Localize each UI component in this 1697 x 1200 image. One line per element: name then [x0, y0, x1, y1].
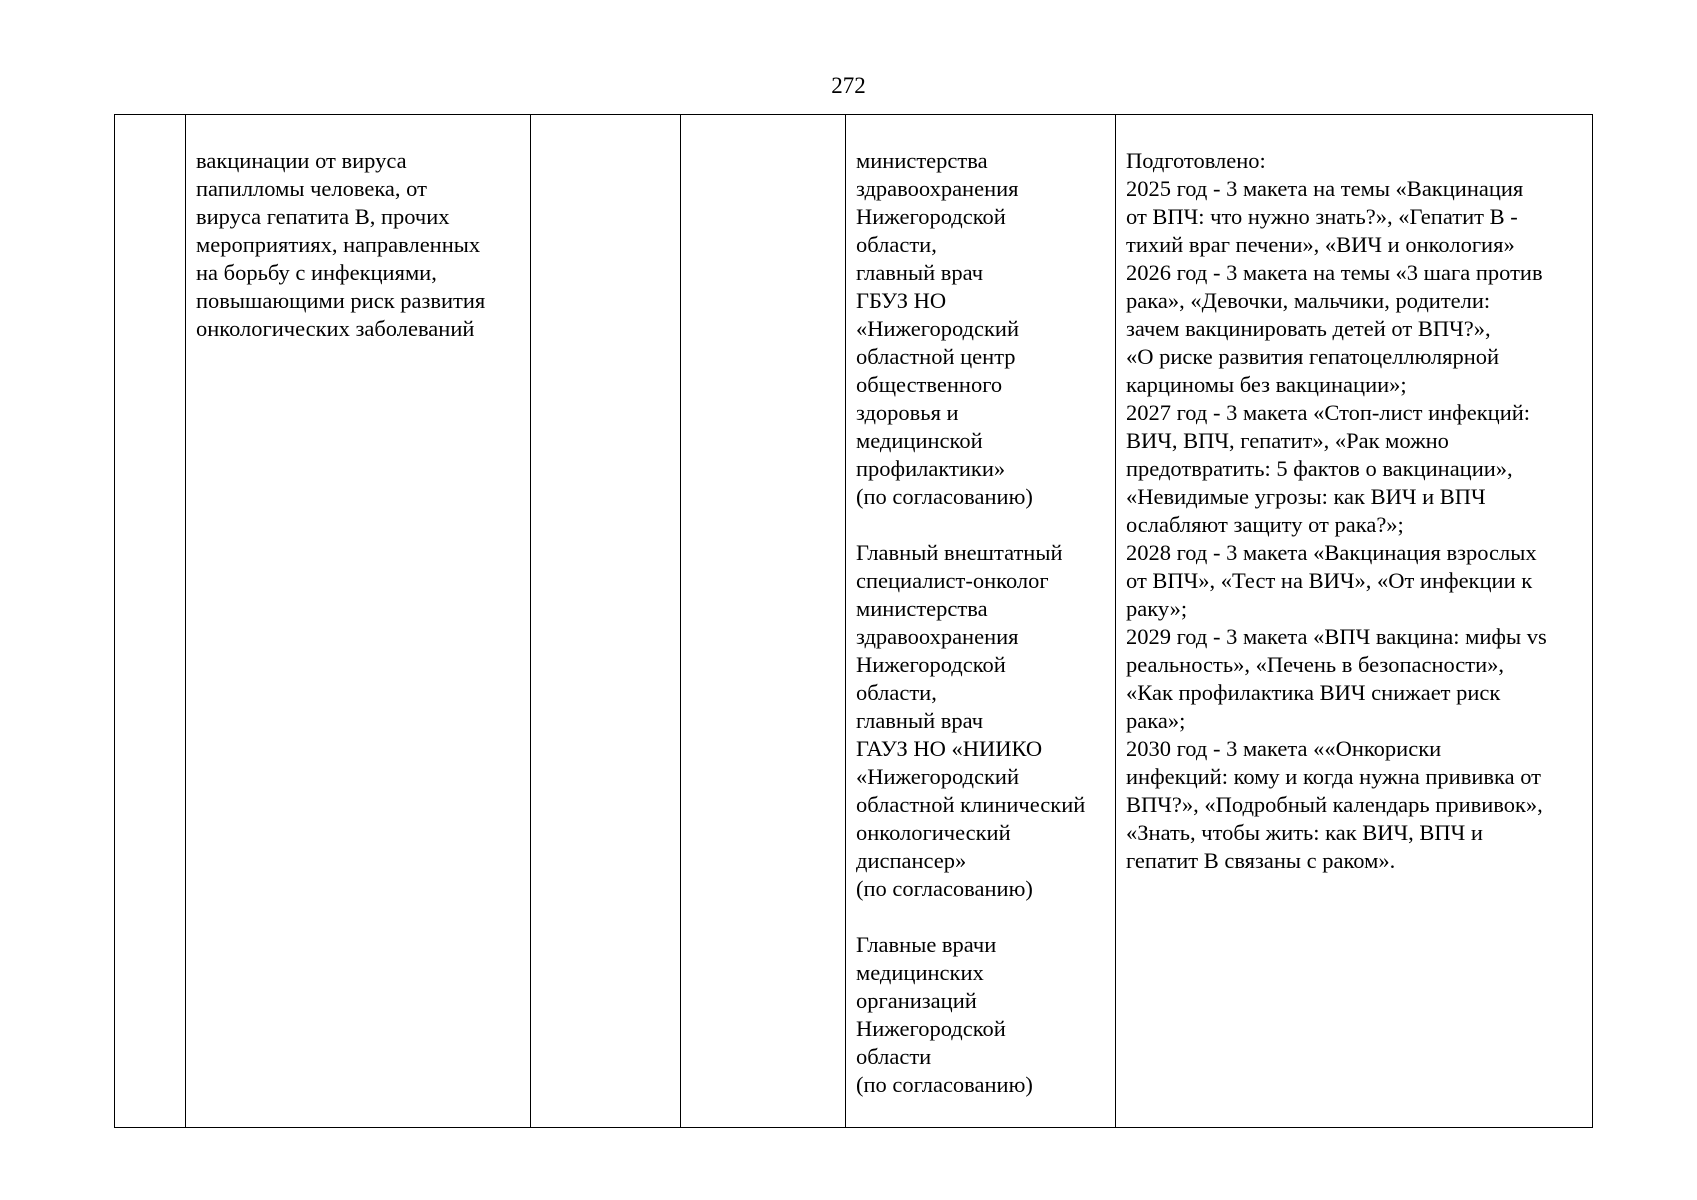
table-cell-responsible: [846, 115, 1116, 1128]
measures-table: [114, 114, 1593, 1128]
cell-text: вакцинации от вируса папилломы человека, от вируса гепатита В, прочих мероприятиях, направленных на борьбу с инфекциями, повышающими риск развития онкологических заболеваний: [196, 148, 486, 341]
table-cell-number: [115, 115, 186, 1128]
page-number: 272: [831, 73, 866, 98]
table-cell-measure: [186, 115, 531, 1128]
table-cell-empty-2: [681, 115, 846, 1128]
cell-text: Подготовлено: 2025 год - 3 макета на темы «Вакцинация от ВПЧ: что нужно знать?», «Гепатит В - тихий враг печени», «ВИЧ и онкология» 2026 год - 3 макета на темы «3 шага против рака», «Девочки, мальчики, родители: зачем вакцинировать детей от ВПЧ?», «О риске развития гепатоцеллюлярной карциномы без вакцинации»; 2027 год - 3 макета «Стоп-лист инфекций: ВИЧ, ВПЧ, гепатит», «Рак можно предотвратить: 5 фактов о вакцинации», «Невидимые угрозы: как ВИЧ и ВПЧ ослабляют защиту от рака?»; 2028 год - 3 макета «Вакцинация взрослых от ВПЧ», «Тест на ВИЧ», «От инфекции к раку»; 2029 год - 3 макета «ВПЧ вакцина: мифы vs реальность», «Печень в безопасности», «Как профилактика ВИЧ снижает риск рака»; 2030 год - 3 макета ««Онкориски инфекций: кому и когда нужна прививка от ВПЧ?», «Подробный календарь прививок», «Знать, чтобы жить: как ВИЧ, ВПЧ и гепатит В связаны с раком».: [1126, 148, 1547, 873]
table-cell-result: [1116, 115, 1593, 1128]
table-cell-empty-1: [531, 115, 681, 1128]
cell-text: министерства здравоохранения Нижегородской области, главный врач ГБУЗ НО «Нижегородский областной центр общественного здоровья и медицинской профилактики» (по согласованию) Главный внештатный специалист-онколог министерства здравоохранения Нижегородской области, главный врач ГАУЗ НО «НИИКО «Нижегородский областной клинический онкологический диспансер» (по согласованию) Главные врачи медицинских организаций Нижегородской области (по согласованию): [856, 148, 1086, 1097]
table-row: [115, 115, 1593, 1128]
